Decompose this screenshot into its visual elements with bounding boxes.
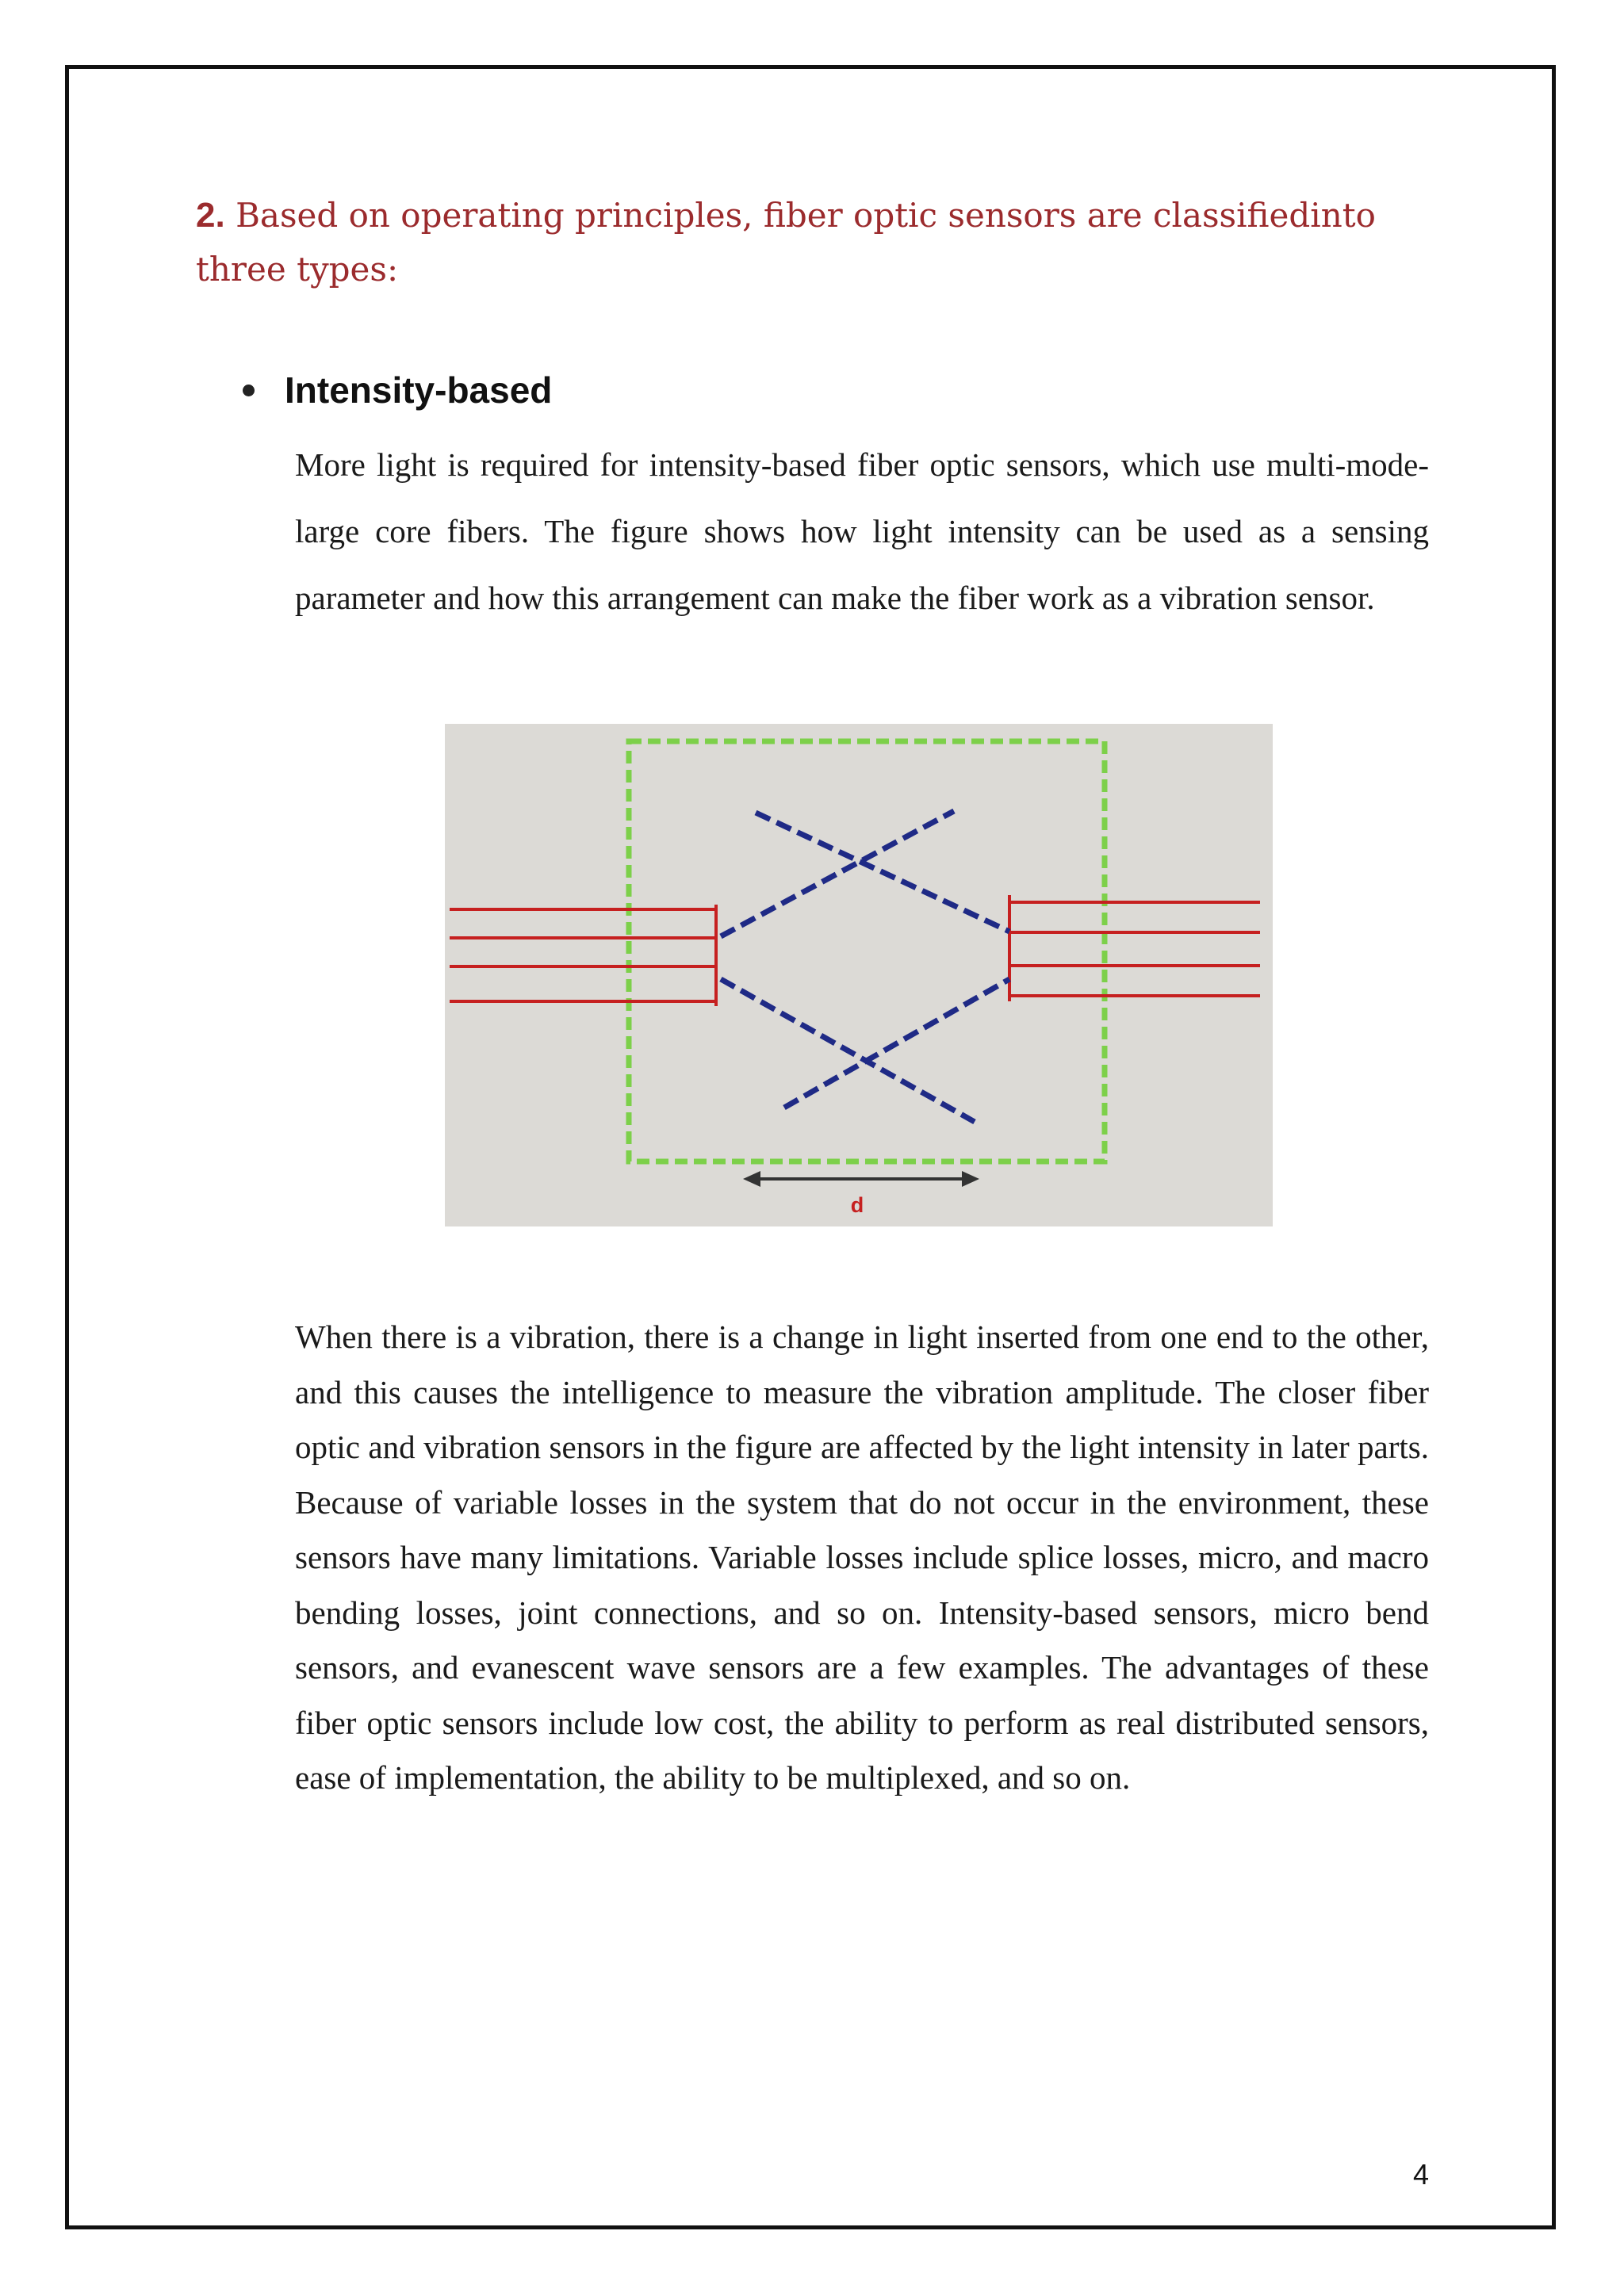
distance-label: d bbox=[850, 1193, 864, 1217]
bullet-icon bbox=[243, 385, 255, 396]
bullet-title: Intensity-based bbox=[285, 369, 553, 411]
bullet-item bbox=[243, 366, 552, 414]
vibration-sensor-figure bbox=[445, 724, 1273, 1226]
figure-background bbox=[445, 724, 1273, 1226]
intro-paragraph: More light is required for intensity-based fiber optic sensors, which use multi-mode-large core fibers. The figure shows how light intensity can be used as a sensing parameter and how this arrangement can make the fiber work as a vibration sensor. bbox=[295, 446, 1429, 616]
section-number: 2. bbox=[196, 196, 225, 235]
page-number: 4 bbox=[1412, 2158, 1429, 2191]
section-heading bbox=[196, 189, 1409, 297]
explanation-paragraph: When there is a vibration, there is a change in light inserted from one end to the other, and this causes the intelligence to measure the vibration amplitude. The closer fiber optic and vibration sensors in the figure are affected by the light intensity in later parts. Because of variable losses in the system that do not occur in the environment, these sensors have many limitations. Variable losses include splice losses, micro, and macro bending losses, joint connections, and so on. Intensity-based sensors, micro bend sensors, and evanescent wave sensors are a few examples. The advantages of these fiber optic sensors include low cost, the ability to perform as real distributed sensors, ease of implementation, the ability to be multiplexed, and so on. bbox=[295, 1318, 1429, 1796]
section-heading-text: Based on operating principles, fiber optic sensors are classifiedinto three types: bbox=[196, 196, 1376, 289]
